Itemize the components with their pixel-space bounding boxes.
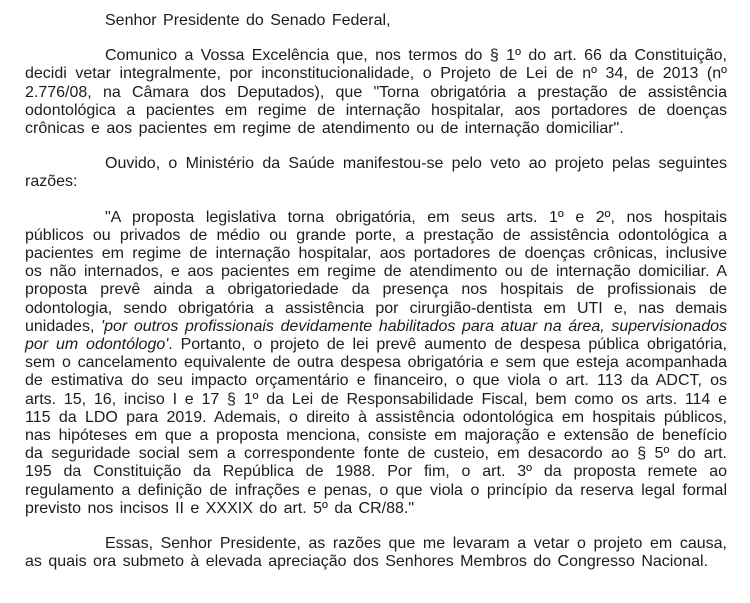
reasons-text-after-quote: . Portanto, o projeto de lei prevê aumento de despesa pública obrigatória, sem o cancelamento equivalente de outra despesa obrigatória e sem que esteja acompanhada de estimativa do seu impacto orçamentário e financeiro, o que viola o art. 113 da ADCT, os arts. 15, 16, inciso I e 17 § 1º da Lei de Responsabilidade Fiscal, bem como os arts. 114 e 115 da LDO para 2019. Ademais, o direito à assistência odontológica em hospitais públicos, nas hipóteses em que a proposta menciona, consiste em majoração e extensão de benefício da seguridade social sem a correspondente fonte de custeio, em desacordo ao § 5º do art. 195 da Constituição da República de 1988. Por fim, o art. 3º da proposta remete ao regulamento a definição de infrações e penas, o que viola o princípio da reserva legal formal previsto nos incisos II e XXXIX do art. 5º da CR/88."	[25, 336, 727, 517]
paragraph-closing: Essas, Senhor Presidente, as razões que me levaram a vetar o projeto em causa, as quais ora submeto à elevada apreciação dos Senhores Membros do Congresso Nacional.	[25, 535, 727, 571]
paragraph-ministry-intro: Ouvido, o Ministério da Saúde manifestou-se pelo veto ao projeto pelas seguintes razões:	[25, 155, 727, 191]
salutation: Senhor Presidente do Senado Federal,	[105, 12, 391, 29]
reasons-inline-quotation: 'por outros profissionais devidamente habilitados para atuar na área, supervisionados por um odontólogo'	[25, 317, 727, 354]
reasons-text-before-quote: "A proposta legislativa torna obrigatória, em seus arts. 1º e 2º, nos hospitais públicos ou privados de médio ou grande porte, a prestação de assistência odontológica a pacientes em regime de internação hospitalar, aos portadores de doenças crônicas, inclusive os não internados, e aos pacientes em regime de atendimento ou de internação domiciliar. A proposta prevê ainda a obrigatoriedade da presença nos hospitais de profissionais de odontologia, sendo obrigatória a assistência por cirurgião-dentista em UTI e, nas demais unidades,	[25, 208, 727, 335]
paragraph-veto-announcement: Comunico a Vossa Excelência que, nos termos do § 1º do art. 66 da Constituição, decidi vetar integralmente, por inconstitucionalidade, o Projeto de Lei de nº 34, de 2013 (nº 2.776/08, na Câmara dos Deputados), que "Torna obrigatória a prestação de assistência odontológica a pacientes em regime de internação hospitalar, aos portadores de doenças crônicas e aos pacientes em regime de atendimento ou de internação domiciliar".	[25, 47, 727, 138]
paragraph-ministry-reasons	[25, 209, 727, 518]
